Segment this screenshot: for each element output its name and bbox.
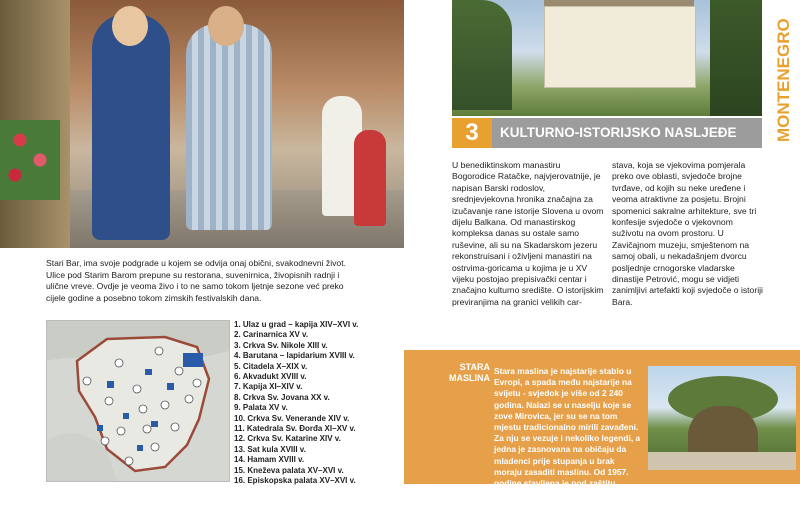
map-graphic [47,321,229,481]
map-legend [234,320,404,487]
intro-paragraph [46,258,362,304]
legend-item: 10. Crkva Sv. Venerande XIV v. [234,413,350,423]
legend-item: 2. Carinarnica XV v. [234,330,309,340]
legend-item: 9. Palata XV v. [234,403,288,413]
legend-item: 4. Barutana – lapidarium XVIII v. [234,351,355,361]
column-text: U benediktinskom manastiru Bogorodice Ratačke, najvjerovatnije, je napisan Barski rodoslov, srednjevjekovna hronika značajna za izučavanje rane istorije Slovena u ovom dijelu Balkana. Od manastirskog kompleksa danas su ostale samo ruševine, ali su na Skadarskom jezeru rekonstruisani i oživljeni manastiri na ostrvima-goricama u kojima je u XV vijeku postojao prepisivački centar i značajno kulturno središte. O istorijskim previranjima na granici velikih car- [452,160,604,307]
legend-item: 6. Akvadukt XVIII v. [234,372,307,382]
legend-item: 12. Crkva Sv. Katarine XIV v. [234,434,341,444]
article-column-2 [612,160,764,308]
side-title [762,0,800,150]
section-title: KULTURNO-ISTORIJSKO NASLJEĐE [500,125,737,140]
street-photo [0,0,404,248]
box-paragraph: Stara maslina je najstarije stablo u Evropi, a spada među najstarije na svijetu - svjedok je više od 2 240 godina. Nalazi se u naselju koje se zove Mirovica, jer su se na tom mjestu tradicionalno mirili zavađeni. Za nju se vezuje i nekoliko legendi, a jedna je zasnovana na običaju da mladenci prije stupanja u brak moraju zasaditi maslinu. Od 1957. godine stavljena je pod zaštitu države kao spomenik prirode i jedna od prepoznatljivih tačaka [494,366,641,511]
intro-text: Stari Bar, ima svoje podgrade u kojem se odvija onaj obični, svakodnevni život. Ulice pod Starim Barom prepune su restorana, suvenirnica, živopisnih radnji i ulične vreve. Ovdje je veoma živo i to ne samo tokom ljetnje sezone već preko cijele godine a posebno tokom zimskih festivalskih dana. [46,258,346,303]
palace-photo [452,0,762,116]
stari-bar-map [46,320,230,482]
box-title-line: MASLINA [449,373,490,383]
legend-item: 8. Crkva Sv. Jovana XX v. [234,392,330,402]
legend-item: 1. Ulaz u grad – kapija XIV–XVI v. [234,320,359,329]
legend-item: 16. Episkopska palata XV–XVI v. [234,476,356,486]
box-text [494,366,642,512]
article-column-1 [452,160,604,308]
legend-item: 13. Sat kula XVIII v. [234,444,306,454]
legend-item: 5. Citadela X–XIX v. [234,361,308,371]
box-title [424,362,490,384]
column-text: stava, koja se vjekovima pomjerala preko ove oblasti, svjedoče brojne tvrđave, od kojih su neke uređene i veoma atraktivne za posjetu. Brojni spomenici sakralne arhitekture, sve tri konfesije svjedoče o vjekovnom suživotu na ovom prostoru. U Zavičajnom muzeju, smještenom na samoj obali, u nekadašnjem dvorcu posljednje crnogorske vladarske dinastije Petrović, mogu se vidjeti zanimljivi artefakti koji svjedoče o istoriji Bara. [612,160,763,307]
section-number: 3 [452,118,492,148]
legend-item: 11. Katedrala Sv. Đorđa XI–XV v. [234,424,356,434]
old-olive-photo [648,366,796,470]
legend-item: 15. Kneževa palata XV–XVI v. [234,465,344,475]
side-title-text: MONTENEGRO [774,18,793,142]
legend-item: 3. Crkva Sv. Nikole XIII v. [234,340,328,350]
legend-item: 14. Hamam XVIII v. [234,455,305,465]
legend-item: 7. Kapija XI–XIV v. [234,382,303,392]
box-title-line: STARA [459,362,490,372]
